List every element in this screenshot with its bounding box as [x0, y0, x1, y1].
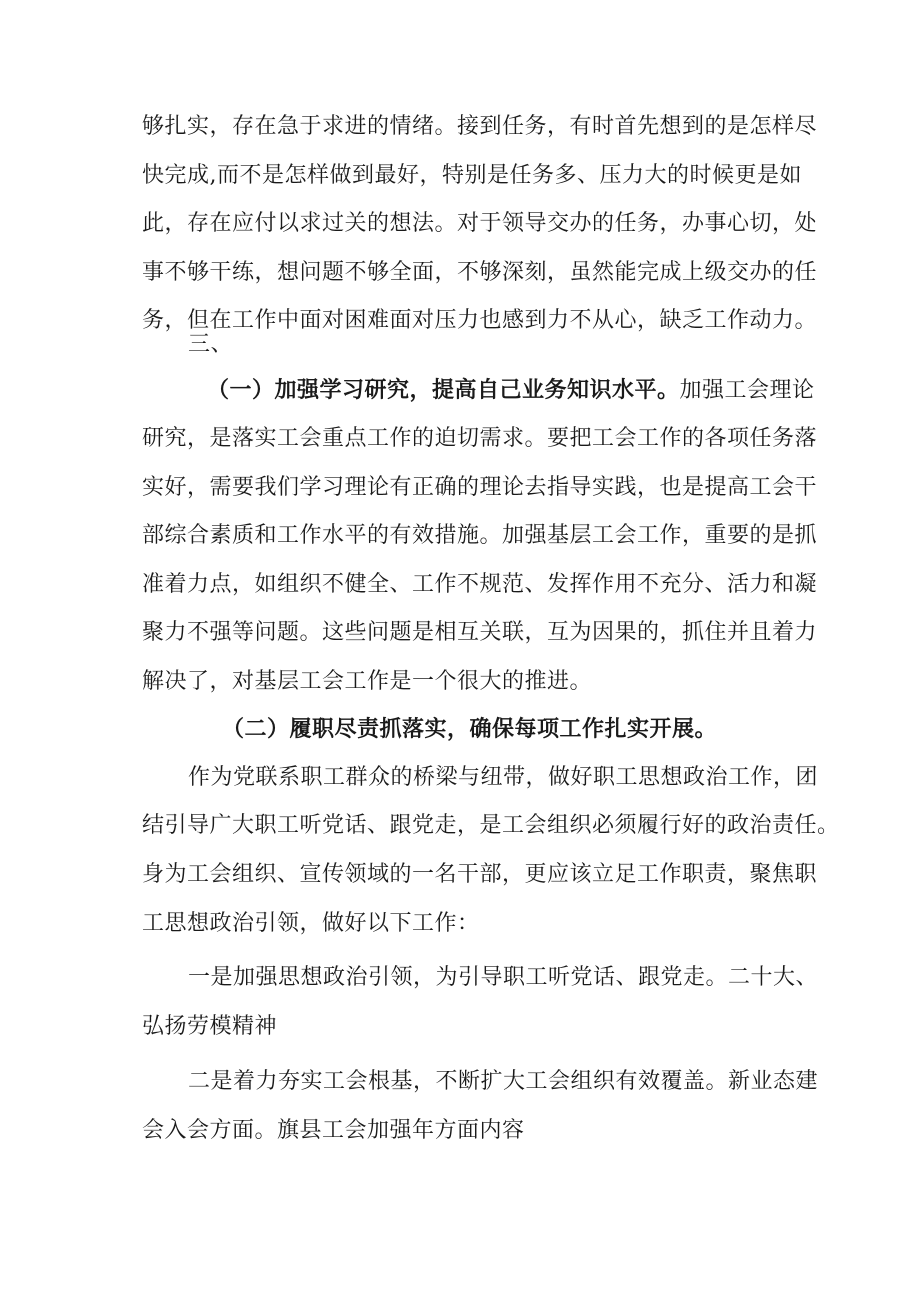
paragraph-line: 此，存在应付以求过关的想法。对于领导交办的任务，办事心切，处 — [142, 211, 818, 236]
paragraph-line: 弘扬劳模精神 — [142, 1014, 278, 1039]
paragraph-line: 务，但在工作中面对困难面对压力也感到力不从心，缺乏工作动力。 — [142, 308, 818, 333]
paragraph-line: 作为党联系职工群众的桥梁与纽带，做好职工思想政治工作，团 — [188, 765, 819, 790]
paragraph-text: 加强工会理论 — [679, 378, 815, 403]
paragraph-line: 身为工会组织、宣传领域的一名干部，更应该立足工作职责，聚焦职 — [142, 862, 818, 887]
paragraph-line: 准着力点，如组织不健全、工作不规范、发挥作用不充分、活力和凝 — [142, 572, 818, 597]
paragraph-line: 解决了，对基层工会工作是一个很大的推进。 — [142, 669, 593, 694]
section-heading: 三、 — [188, 332, 234, 357]
paragraph-line: 工思想政治引领，做好以下工作： — [142, 911, 480, 936]
paragraph-line: 事不够干练，想问题不够全面，不够深刻，虽然能完成上级交办的任 — [142, 260, 818, 285]
paragraph-line: 研究，是落实工会重点工作的迫切需求。要把工会工作的各项任务落 — [142, 426, 818, 451]
paragraph-line: 会入会方面。旗县工会加强年方面内容 — [142, 1118, 525, 1143]
paragraph-line: 快完成,而不是怎样做到最好，特别是任务多、压力大的时候更是如 — [142, 163, 802, 188]
paragraph-line: 聚力不强等问题。这些问题是相互关联，互为因果的，抓住并且着力 — [142, 620, 818, 645]
paragraph-line: 实好，需要我们学习理论有正确的理论去指导实践，也是提高工会干 — [142, 475, 818, 500]
paragraph-line: 结引导广大职工听党话、跟党走，是工会组织必须履行好的政治责任。 — [142, 813, 840, 838]
paragraph-line: 部综合素质和工作水平的有效措施。加强基层工会工作，重要的是抓 — [142, 523, 818, 548]
subheading-bold: （一）加强学习研究，提高自己业务知识水平。 — [207, 377, 680, 403]
paragraph-line: 二是着力夯实工会根基，不断扩大工会组织有效覆盖。新业态建 — [188, 1069, 819, 1094]
paragraph-line: 一是加强思想政治引领，为引导职工听党话、跟党走。二十大、 — [188, 965, 819, 990]
paragraph-first-line — [207, 378, 815, 403]
paragraph-line: 够扎实，存在急于求进的情绪。接到任务，有时首先想到的是怎样尽 — [142, 114, 818, 139]
subheading-bold: （二）履职尽责抓落实，确保每项工作扎实开展。 — [222, 716, 718, 742]
